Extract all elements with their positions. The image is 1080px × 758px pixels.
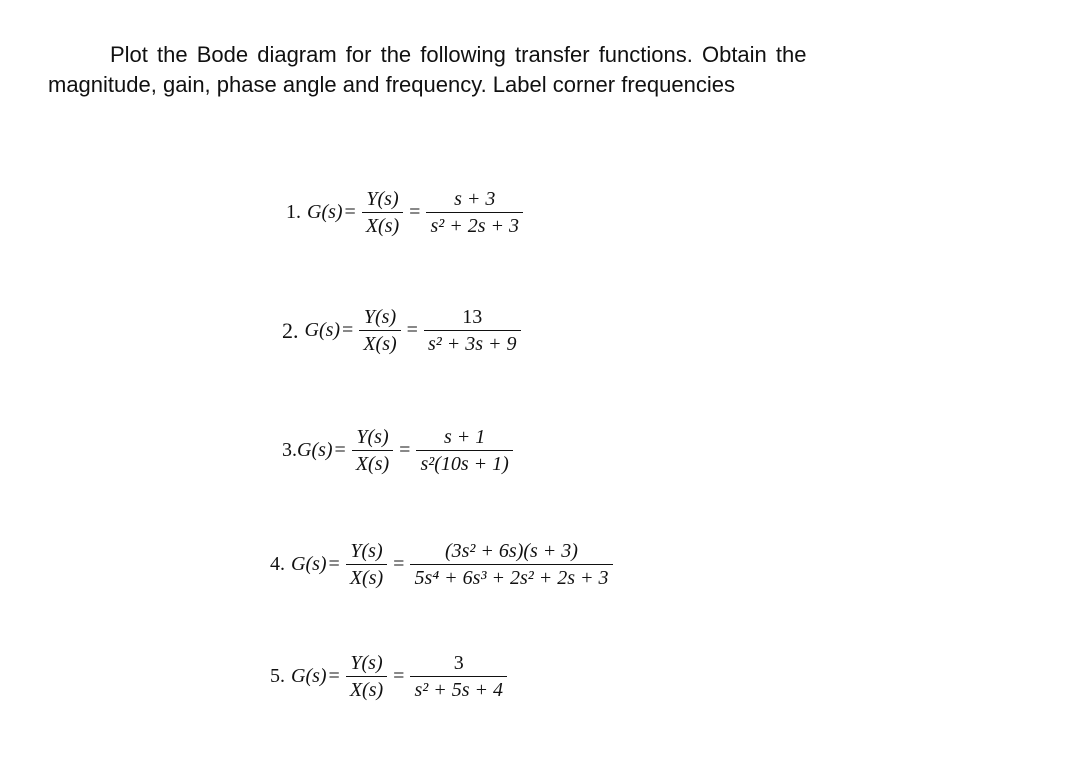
transfer-numerator: s + 3 <box>454 188 496 210</box>
ratio-numerator: Y(s) <box>350 540 383 562</box>
instruction-line-1: Plot the Bode diagram for the following transfer functions. Obtain the <box>110 42 807 67</box>
ratio-numerator: Y(s) <box>363 306 397 328</box>
ratio-fraction <box>352 426 393 475</box>
ratio-denominator: X(s) <box>359 330 400 355</box>
equation-3: 3. G(s) = $\frac{Y(s)}{X(s)}$ = $\frac{s + 1}{\text{s²(10s + 1)}}$ <box>282 426 517 475</box>
ratio-numerator: Y(s) <box>356 426 389 448</box>
equation-lhs: G(s) <box>307 201 343 223</box>
transfer-denominator: s²(10s + 1) <box>416 450 512 475</box>
equation-2: 2. G(s) = $\frac{Y(s)}{X(s)}$ = $\frac{13}{\text{s² + 3s + 9}}$ <box>282 306 525 355</box>
equation-lhs: G(s) <box>291 665 327 687</box>
equation-lhs: G(s) <box>304 319 341 341</box>
equation-1: 1. G(s) = $\frac{Y(s)}{X(s)}$ = $\frac{s + 3}{\text{s² + 2s + 3}}$ <box>286 188 527 237</box>
transfer-denominator: s² + 2s + 3 <box>426 212 523 237</box>
transfer-fraction <box>416 426 512 475</box>
transfer-numerator: 13 <box>462 306 483 328</box>
ratio-denominator: X(s) <box>362 212 403 237</box>
transfer-denominator: s² + 3s + 9 <box>424 330 521 355</box>
ratio-fraction <box>359 306 400 355</box>
equation-4: 4. G(s) = $\frac{Y(s)}{X(s)}$ = $\frac{\text{(3s² + 6s)(s + 3)}}{\text{5s⁴ + 6s³ + 2s² + 2s + 3}}$ <box>270 540 617 589</box>
equation-lhs: G(s) <box>291 553 327 575</box>
instructions <box>48 40 1048 100</box>
transfer-numerator: 3 <box>453 652 464 674</box>
equation-number: 1. <box>286 201 301 223</box>
transfer-fraction <box>424 306 521 355</box>
transfer-fraction <box>410 540 612 589</box>
ratio-denominator: X(s) <box>346 564 387 589</box>
ratio-fraction <box>346 652 387 701</box>
equation-number: 2. <box>282 317 299 343</box>
equation-lhs: G(s) <box>297 439 333 461</box>
equation-number: 4. <box>270 553 285 575</box>
transfer-numerator: (3s² + 6s)(s + 3) <box>444 540 578 562</box>
equation-number: 3. <box>282 439 297 461</box>
ratio-fraction <box>362 188 403 237</box>
transfer-fraction <box>410 652 507 701</box>
transfer-denominator: s² + 5s + 4 <box>410 676 507 701</box>
ratio-denominator: X(s) <box>346 676 387 701</box>
transfer-fraction <box>426 188 523 237</box>
ratio-fraction <box>346 540 387 589</box>
equation-number: 5. <box>270 665 285 687</box>
ratio-numerator: Y(s) <box>350 652 383 674</box>
equation-5: 5. G(s) = $\frac{Y(s)}{X(s)}$ = $\frac{3}{\text{s² + 5s + 4}}$ <box>270 652 511 701</box>
ratio-numerator: Y(s) <box>366 188 399 210</box>
transfer-denominator: 5s⁴ + 6s³ + 2s² + 2s + 3 <box>410 564 612 589</box>
instruction-line-2: magnitude, gain, phase angle and frequency. Label corner frequencies <box>48 72 735 97</box>
ratio-denominator: X(s) <box>352 450 393 475</box>
transfer-numerator: s + 1 <box>443 426 486 448</box>
